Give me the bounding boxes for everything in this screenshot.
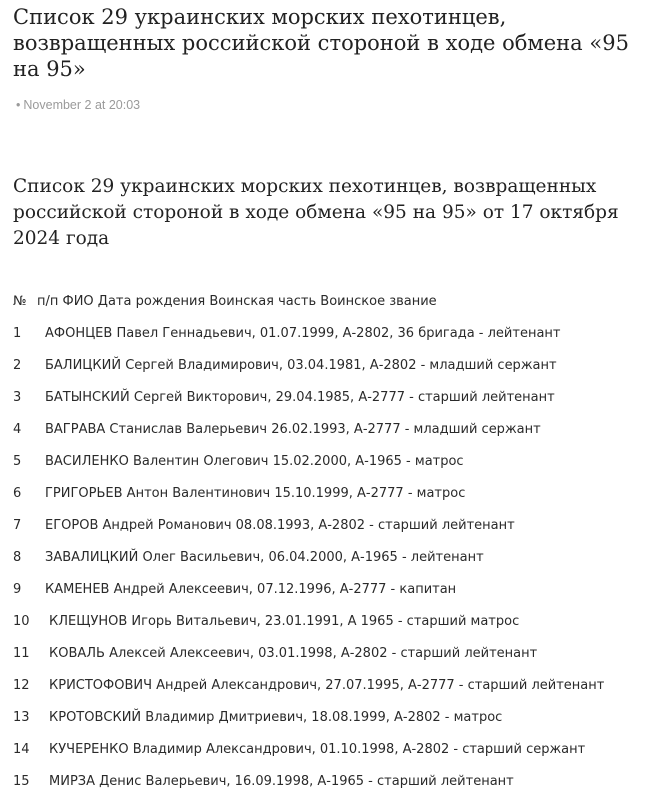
list-item-number: 2 <box>13 358 22 373</box>
post-title: Список 29 украинских морских пехотинцев, возвращенных российской стороной в ходе обмена «95 на 95» <box>13 5 629 81</box>
list-item <box>13 326 643 358</box>
list-header-columns: п/п ФИО Дата рождения Воинская часть Воинское звание <box>37 294 437 309</box>
list-item <box>13 454 643 486</box>
list-item <box>13 582 643 614</box>
list-item-text: БАЛИЦКИЙ Сергей Владимирович, 03.04.1981, А-2802 - младший сержант <box>45 358 557 373</box>
list-item-number: 11 <box>13 646 30 661</box>
list-item <box>13 678 643 710</box>
meta-dot: • <box>16 98 21 112</box>
list-item <box>13 550 643 582</box>
list-item-number: 13 <box>13 710 30 725</box>
list-item-text: КРИСТОФОВИЧ Андрей Александрович, 27.07.1995, А-2777 - старший лейтенант <box>49 678 605 693</box>
list-item-number: 3 <box>13 390 22 405</box>
list-item-text: ЗАВАЛИЦКИЙ Олег Васильевич, 06.04.2000, А-1965 - лейтенант <box>45 550 484 565</box>
list-item-number: 15 <box>13 774 30 789</box>
list-item <box>13 774 643 806</box>
list-item-text: ГРИГОРЬЕВ Антон Валентинович 15.10.1999, А-2777 - матрос <box>45 486 466 501</box>
list-item-text: КАМЕНЕВ Андрей Алексеевич, 07.12.1996, А-2777 - капитан <box>45 582 457 597</box>
list-item-number: 10 <box>13 614 30 629</box>
list-item <box>13 646 643 678</box>
list-item <box>13 422 643 454</box>
list-item-text: ЕГОРОВ Андрей Романович 08.08.1993, А-2802 - старший лейтенант <box>45 518 515 533</box>
list-item <box>13 390 643 422</box>
list-item-number: 1 <box>13 326 22 341</box>
marines-list <box>13 326 643 806</box>
list-item <box>13 518 643 550</box>
list-item-number: 9 <box>13 582 22 597</box>
list-item-text: КРОТОВСКИЙ Владимир Дмитриевич, 18.08.1999, А-2802 - матрос <box>49 710 503 725</box>
list-header-number: № <box>13 294 27 309</box>
list-item-number: 6 <box>13 486 22 501</box>
list-item-number: 14 <box>13 742 30 757</box>
list-item-text: АФОНЦЕВ Павел Геннадьевич, 01.07.1999, А-2802, 36 бригада - лейтенант <box>45 326 561 341</box>
list-item-number: 4 <box>13 422 22 437</box>
list-item <box>13 710 643 742</box>
list-item-text: БАТЫНСКИЙ Сергей Викторович, 29.04.1985, А-2777 - старший лейтенант <box>45 390 555 405</box>
article-heading: Список 29 украинских морских пехотинцев, возвращенных российской стороной в ходе обмена «95 на 95» от 17 октября 2024 года <box>13 176 619 249</box>
list-header <box>13 294 437 309</box>
list-item <box>13 486 643 518</box>
list-item-text: ВАСИЛЕНКО Валентин Олегович 15.02.2000, А-1965 - матрос <box>45 454 464 469</box>
list-item-text: КЛЕЩУНОВ Игорь Витальевич, 23.01.1991, А 1965 - старший матрос <box>49 614 520 629</box>
list-item <box>13 742 643 774</box>
list-item-number: 8 <box>13 550 22 565</box>
list-item <box>13 358 643 390</box>
list-item-number: 7 <box>13 518 22 533</box>
list-item-text: КУЧЕРЕНКО Владимир Александрович, 01.10.1998, А-2802 - старший сержант <box>49 742 586 757</box>
list-item-number: 12 <box>13 678 30 693</box>
post-meta <box>16 98 140 112</box>
post-date[interactable]: November 2 at 20:03 <box>23 98 141 112</box>
list-item-number: 5 <box>13 454 22 469</box>
list-item-text: КОВАЛЬ Алексей Алексеевич, 03.01.1998, А-2802 - старший лейтенант <box>49 646 538 661</box>
list-item-text: МИРЗА Денис Валерьевич, 16.09.1998, А-1965 - старший лейтенант <box>49 774 514 789</box>
list-item-text: ВАГРАВА Станислав Валерьевич 26.02.1993, А-2777 - младший сержант <box>45 422 541 437</box>
list-item <box>13 614 643 646</box>
